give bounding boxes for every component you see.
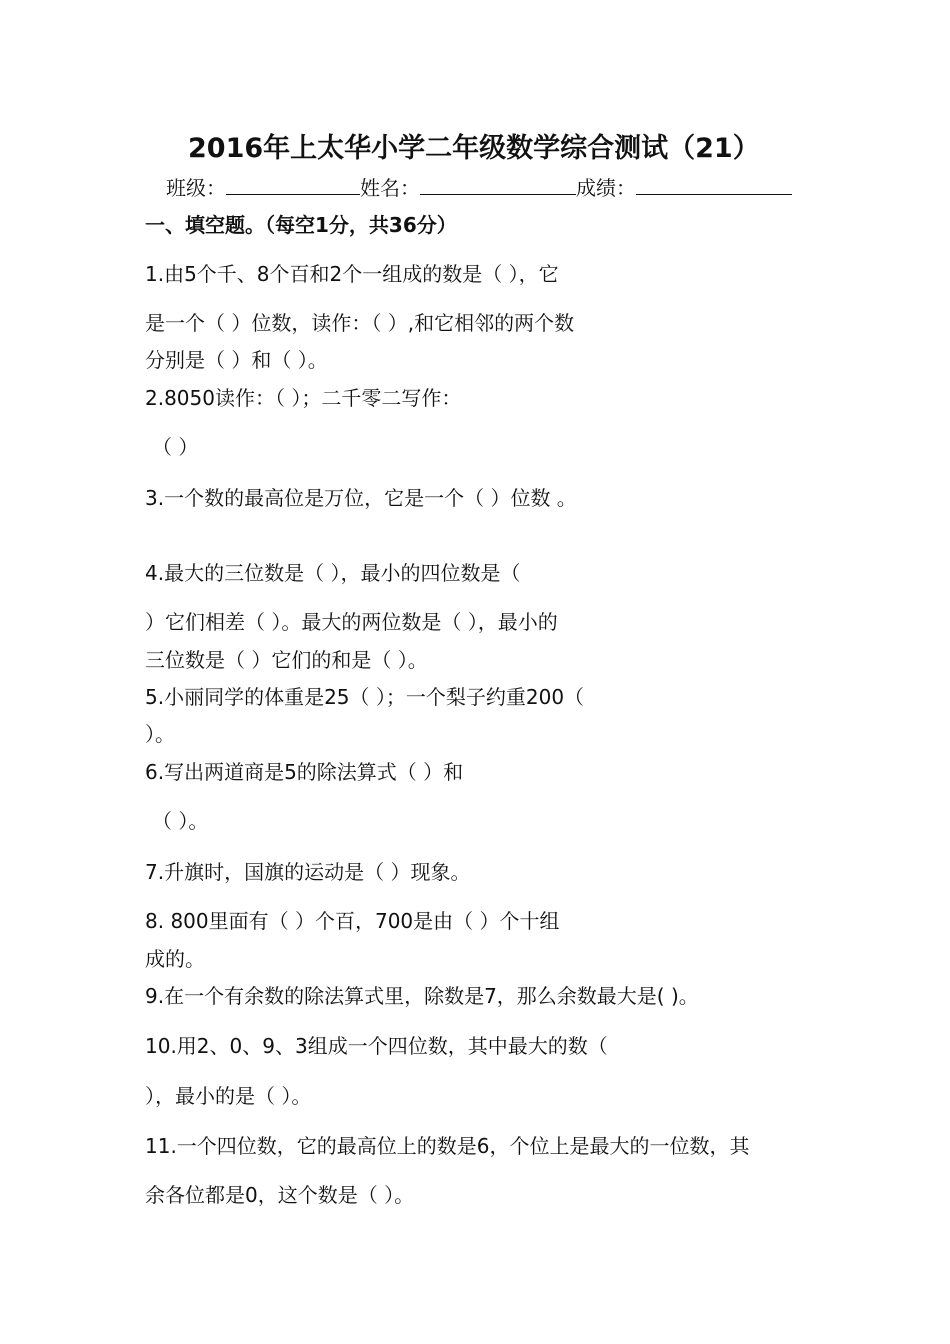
question-2-line-2: （ ） <box>152 435 199 459</box>
question-1-line-1: 1.由5个千、8个百和2个一组成的数是（ ），它 <box>145 262 559 286</box>
question-5-line-1: 5.小丽同学的体重是25（ ）；一个梨子约重200（ <box>145 685 585 709</box>
class-label: 班级： <box>166 176 226 200</box>
question-11-line-2: 余各位都是0，这个数是（ ）。 <box>145 1183 415 1207</box>
student-info-row <box>166 174 792 201</box>
question-1-line-2: 是一个（ ）位数，读作：（ ）,和它相邻的两个数 <box>145 311 575 335</box>
question-10-line-1: 10.用2、0、9、3组成一个四位数，其中最大的数（ <box>145 1034 608 1058</box>
question-10-line-2: ），最小的是（ ）。 <box>145 1084 312 1108</box>
score-label: 成绩： <box>576 176 636 200</box>
question-6-line-1: 6.写出两道商是5的除法算式（ ）和 <box>145 760 464 784</box>
score-blank[interactable] <box>636 174 792 195</box>
page-title: 2016年上太华小学二年级数学综合测试（21） <box>188 133 760 164</box>
question-9: 9.在一个有余数的除法算式里，除数是7，那么余数最大是( )。 <box>145 984 699 1008</box>
question-7: 7.升旗时，国旗的运动是（ ）现象。 <box>145 860 471 884</box>
question-2-line-1: 2.8050读作：（ ）；二千零二写作： <box>145 386 462 410</box>
question-11-line-1: 11.一个四位数，它的最高位上的数是6，个位上是最大的一位数，其 <box>145 1134 750 1158</box>
question-4-line-3: 三位数是（ ）它们的和是（ ）。 <box>145 648 428 672</box>
question-8-line-2: 成的。 <box>145 947 205 971</box>
section-heading: 一、填空题。（每空1分，共36分） <box>145 213 457 237</box>
question-3: 3.一个数的最高位是万位，它是一个（ ）位数 。 <box>145 486 577 510</box>
name-label: 姓名： <box>360 176 420 200</box>
class-blank[interactable] <box>226 174 360 195</box>
question-4-line-2: ）它们相差（ ）。最大的两位数是（ ），最小的 <box>145 610 558 634</box>
question-6-line-2: （ ）。 <box>152 809 209 833</box>
question-8-line-1: 8. 800里面有（ ）个百，700是由（ ）个十组 <box>145 909 560 933</box>
question-5-line-2: ）。 <box>145 722 175 746</box>
question-1-line-3: 分别是（ ）和（ ）。 <box>145 348 328 372</box>
name-blank[interactable] <box>420 174 576 195</box>
question-4-line-1: 4.最大的三位数是（ ），最小的四位数是（ <box>145 561 521 585</box>
